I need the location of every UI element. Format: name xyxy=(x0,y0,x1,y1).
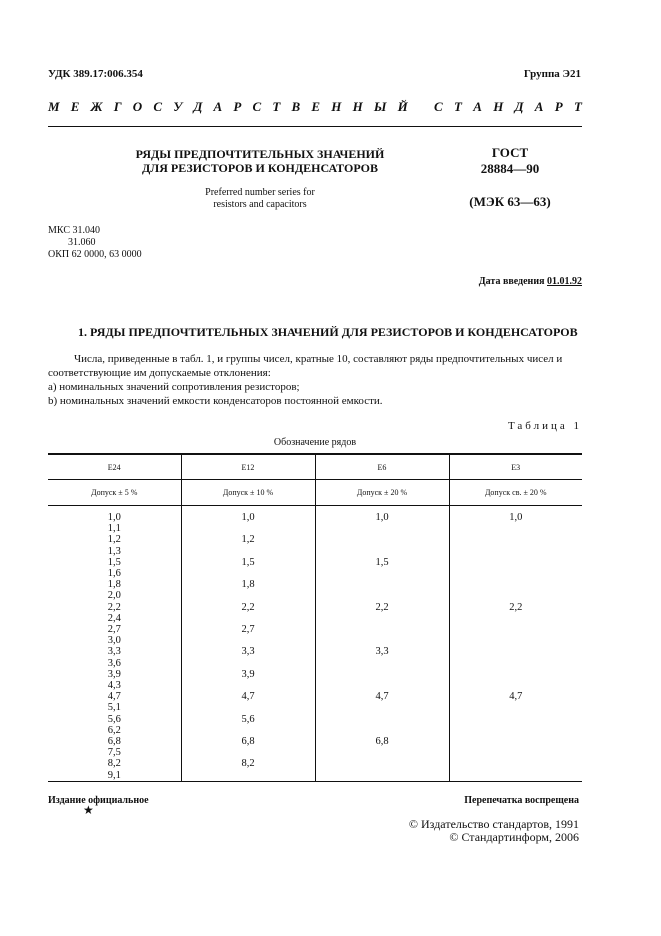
section-heading: 1. РЯДЫ ПРЕДПОЧТИТЕЛЬНЫХ ЗНАЧЕНИЙ ДЛЯ РЕЗИСТОРОВ И КОНДЕНСАТОРОВ xyxy=(78,325,578,339)
list-item-a: a) номинальных значений сопротивления резисторов; xyxy=(48,381,300,393)
table-cell-value: 6,8 xyxy=(241,735,255,747)
list-item-b: b) номинальных значений емкости конденсаторов постоянной емкости. xyxy=(48,395,383,407)
banner-letter: Р xyxy=(233,99,242,114)
table-cell-value: 3,9 xyxy=(107,668,121,680)
banner-letter: Р xyxy=(554,99,563,114)
table-cell-value: 4,7 xyxy=(107,691,121,703)
table-label: Таблица 1 xyxy=(507,420,582,432)
table-cell-value: 1,0 xyxy=(375,512,389,523)
column-header-e3: E3 xyxy=(449,454,582,480)
table-cell-value: 5,6 xyxy=(107,713,121,725)
title-line-2: ДЛЯ РЕЗИСТОРОВ И КОНДЕНСАТОРОВ xyxy=(142,161,378,175)
banner-letter: С xyxy=(252,99,262,114)
table-cell-value: 4,7 xyxy=(241,691,255,703)
tolerance-e3: Допуск св. ± 20 % xyxy=(449,480,582,506)
standard-banner xyxy=(48,99,582,115)
banner-letter: Ж xyxy=(90,99,103,114)
table-cell-value: 4,7 xyxy=(509,691,523,703)
table-cell-value: 8,2 xyxy=(107,758,121,770)
table-cell-value: 2,2 xyxy=(241,601,255,613)
body-text xyxy=(48,352,582,408)
banner-letter: У xyxy=(173,99,183,114)
banner-word-standard xyxy=(434,99,582,115)
table-cell-value: 1,5 xyxy=(107,556,121,568)
values-e6 xyxy=(315,506,449,781)
introduction-date-value: 01.01.92 xyxy=(547,276,582,287)
table-cell-value: 9,1 xyxy=(107,769,121,781)
table-cell-value: 3,3 xyxy=(241,646,255,658)
body-paragraph: Числа, приведенные в табл. 1, и группы чисел, кратные 10, составляют ряды предпочтительных чисел и соответствующие им допускаемые отклонения: xyxy=(48,353,563,379)
table-cell-value: 2,2 xyxy=(509,601,523,613)
series-table xyxy=(48,453,582,781)
banner-letter: Н xyxy=(352,99,363,114)
mks-code-2: 31.060 xyxy=(48,237,96,248)
iec-reference: (МЭК 63—63) xyxy=(469,194,551,209)
tolerance-e6: Допуск ± 20 % xyxy=(315,480,449,506)
banner-letter: Г xyxy=(113,99,122,114)
banner-word-interstate xyxy=(48,99,408,115)
table-cell-value: 3,9 xyxy=(241,668,255,680)
table-cell-value: 8,2 xyxy=(241,758,255,770)
banner-divider xyxy=(48,126,582,127)
star-icon: ★ xyxy=(83,803,94,817)
table-cell-value: 3,3 xyxy=(375,646,389,658)
table-cell-value: 2,4 xyxy=(107,612,121,624)
banner-letter: А xyxy=(213,99,223,114)
classification-codes xyxy=(48,225,142,261)
banner-letter: Д xyxy=(193,99,203,114)
banner-letter: В xyxy=(291,99,301,114)
column-header-e6: E6 xyxy=(315,454,449,480)
table-cell-value: 1,6 xyxy=(107,568,121,580)
banner-letter: А xyxy=(534,99,544,114)
table-cell-value: 1,0 xyxy=(241,512,255,523)
table-cell-value: 2,2 xyxy=(107,601,121,613)
banner-letter: М xyxy=(48,99,60,114)
table-cell-value: 1,0 xyxy=(107,512,121,523)
table-cell-value: 1,2 xyxy=(107,534,121,546)
table-cell-value: 1,5 xyxy=(375,556,389,568)
table-cell-value: 1,2 xyxy=(241,534,255,546)
introduction-date-label: Дата введения xyxy=(478,276,547,287)
table-cell-value: 7,5 xyxy=(107,747,121,759)
banner-letter: Т xyxy=(574,99,582,114)
banner-letter: Н xyxy=(493,99,504,114)
banner-letter: Е xyxy=(70,99,80,114)
english-title-line-1: Preferred number series for xyxy=(205,187,315,198)
title-line-1: РЯДЫ ПРЕДПОЧТИТЕЛЬНЫХ ЗНАЧЕНИЙ xyxy=(135,147,385,161)
banner-letter: Н xyxy=(331,99,342,114)
banner-letter: Д xyxy=(514,99,524,114)
table-cell-value: 6,2 xyxy=(107,724,121,736)
copyright-line-2: © Стандартинформ, 2006 xyxy=(449,830,579,844)
gost-label: ГОСТ xyxy=(491,145,529,160)
values-e3 xyxy=(449,506,582,781)
english-title-line-2: resistors and capacitors xyxy=(213,199,307,210)
table-cell-value: 1,8 xyxy=(107,579,121,591)
table-cell-value: 1,1 xyxy=(107,523,121,535)
table-cell-value: 2,7 xyxy=(241,623,255,635)
banner-letter: Т xyxy=(272,99,281,114)
english-title xyxy=(100,187,420,211)
banner-letter: О xyxy=(132,99,143,114)
banner-letter: Е xyxy=(311,99,321,114)
banner-letter: С xyxy=(153,99,163,114)
table-cell-value: 6,8 xyxy=(375,735,389,747)
table-cell-value: 1,8 xyxy=(241,579,255,591)
okp-code: ОКП 62 0000, 63 0000 xyxy=(48,249,142,260)
banner-letter: А xyxy=(473,99,482,114)
table-cell-value: 2,0 xyxy=(107,590,121,602)
table-cell-value: 3,6 xyxy=(107,657,121,669)
table-cell-value: 1,0 xyxy=(509,512,523,523)
table-cell-value: 5,1 xyxy=(107,702,121,714)
tolerance-e12: Допуск ± 10 % xyxy=(181,480,315,506)
tolerance-e24: Допуск ± 5 % xyxy=(48,480,181,506)
table-cell-value: 6,8 xyxy=(107,736,121,748)
copyright-block xyxy=(409,818,579,844)
values-e12 xyxy=(181,506,315,781)
banner-letter: Й xyxy=(397,99,408,114)
mks-code-1: МКС 31.040 xyxy=(48,225,100,236)
column-header-e12: E12 xyxy=(181,454,315,480)
banner-letter: С xyxy=(434,99,443,114)
table-cell-value: 2,7 xyxy=(107,624,121,636)
introduction-date xyxy=(479,276,582,287)
table-cell-value: 3,0 xyxy=(107,635,121,647)
table-cell-value: 3,3 xyxy=(107,646,121,658)
table-cell-value: 5,6 xyxy=(241,713,255,725)
table-cell-value: 4,3 xyxy=(107,680,121,692)
column-header-e24: E24 xyxy=(48,454,181,480)
table-cell-value: 4,7 xyxy=(375,691,389,703)
document-title xyxy=(100,147,420,175)
group-code: Группа Э21 xyxy=(523,68,581,80)
values-e24 xyxy=(48,506,181,781)
banner-letter: Ы xyxy=(373,99,387,114)
copyright-line-1: © Издательство стандартов, 1991 xyxy=(408,817,579,831)
table-cell-value: 1,5 xyxy=(241,556,255,568)
table-cell-value: 2,2 xyxy=(375,601,389,613)
gost-number: 28884—90 xyxy=(480,161,540,176)
banner-letter: Т xyxy=(453,99,462,114)
udk-code: УДК 389.17:006.354 xyxy=(48,68,143,80)
table-bottom-divider xyxy=(48,781,582,782)
official-edition-label: Издание официальное xyxy=(48,795,149,806)
table-caption: Обозначение рядов xyxy=(273,437,357,448)
table-cell-value: 1,3 xyxy=(107,545,121,557)
reprint-notice: Перепечатка воспрещена xyxy=(464,795,579,806)
